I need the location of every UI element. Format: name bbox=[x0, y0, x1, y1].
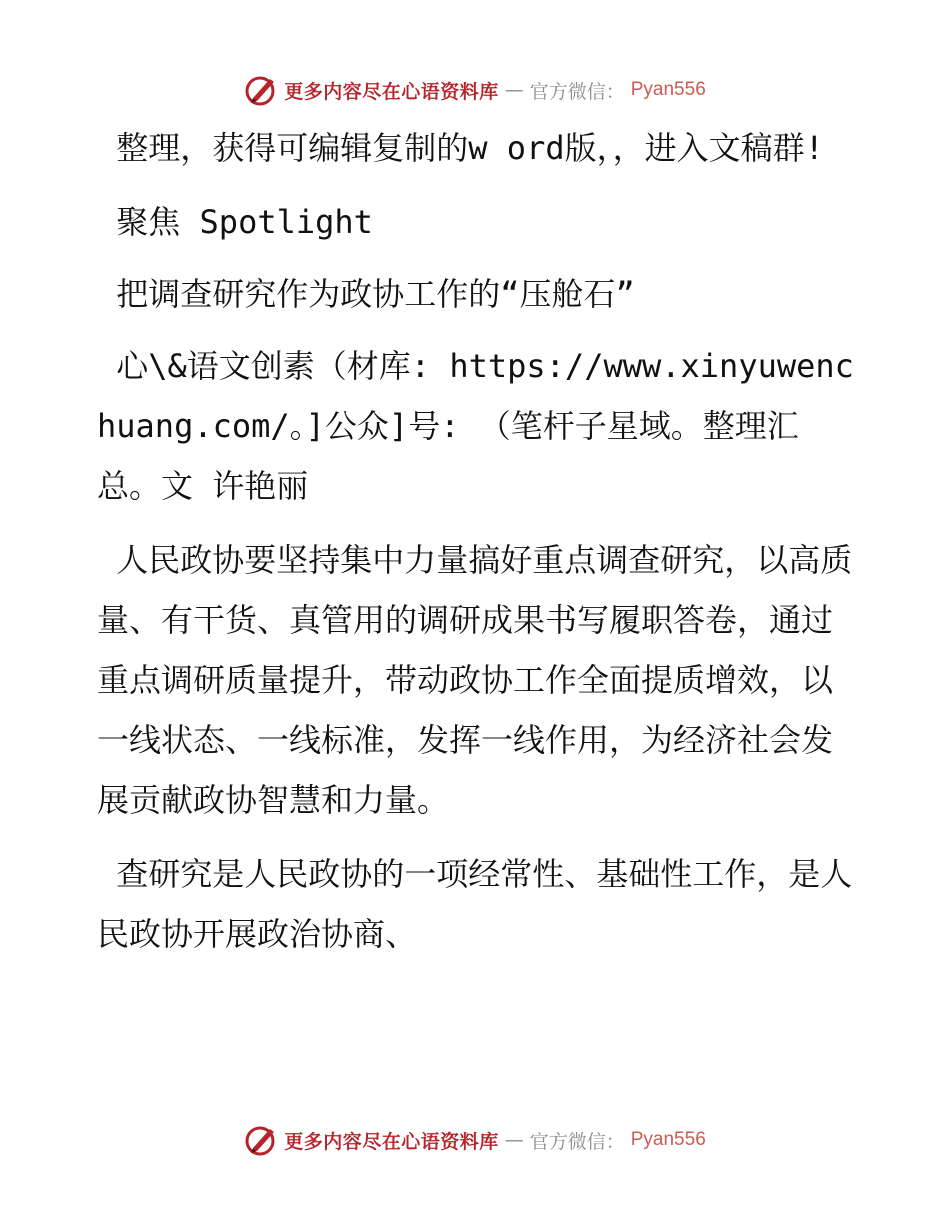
article-title: 把调查研究作为政协工作的“压舱石” bbox=[97, 275, 635, 313]
header-wechat-label: 官方微信： bbox=[529, 80, 625, 103]
document-body bbox=[97, 118, 857, 978]
header-banner-separator: — bbox=[504, 79, 524, 101]
footer-banner-text: 更多内容尽在心语资料库 bbox=[284, 1130, 499, 1153]
paragraph-spotlight: 聚焦 Spotlight bbox=[97, 203, 373, 241]
paragraph-main: 人民政协要坚持集中力量搞好重点调查研究，以高质量、有干货、真管用的调研成果书写履职答卷，通过重点调研质量提升，带动政协工作全面提质增效，以一线状态、一线标准，发挥一线作用，为经济社会发展贡献政协智慧和力量。 bbox=[97, 541, 853, 819]
paragraph-intro: 整理，获得可编辑复制的w ord版，，进入文稿群! bbox=[97, 129, 824, 167]
paragraph-source: 心\&语文创素（材库: https://www.xinyuwenchuang.com/。]公众]号: （笔杆子星域。整理汇总。文 许艳丽 bbox=[97, 347, 854, 505]
header-wechat-id: Pyan556 bbox=[630, 79, 706, 100]
footer-banner-separator: — bbox=[504, 1129, 524, 1151]
header-watermark-banner bbox=[0, 70, 950, 110]
header-banner-text: 更多内容尽在心语资料库 bbox=[284, 80, 499, 103]
footer-wechat-label: 官方微信： bbox=[529, 1130, 625, 1153]
paragraph-research: 查研究是人民政协的一项经常性、基础性工作，是人民政协开展政治协商、 bbox=[97, 855, 853, 953]
footer-wechat-id: Pyan556 bbox=[630, 1129, 706, 1150]
pen-logo-icon bbox=[244, 1123, 278, 1157]
pen-logo-icon bbox=[244, 73, 278, 107]
footer-watermark-banner bbox=[0, 1120, 950, 1160]
